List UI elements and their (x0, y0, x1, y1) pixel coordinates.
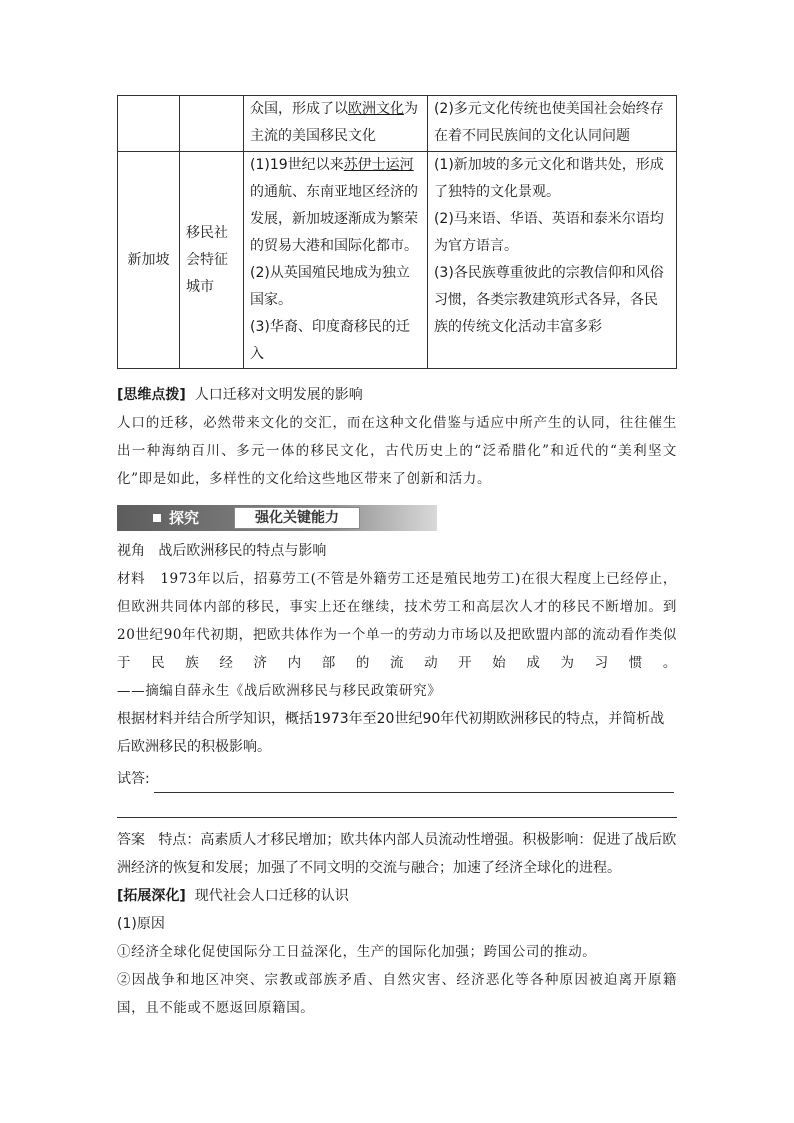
cell-text: 众国，形成了以 (250, 101, 348, 117)
cell-paragraph: (2)从英国殖民地成为独立国家。 (250, 265, 410, 308)
table-row (118, 152, 677, 369)
section-banner (117, 505, 437, 531)
table-cell-background (244, 152, 428, 369)
table-row (118, 96, 677, 152)
cell-text: (1)19世纪以来 (250, 157, 344, 173)
material-label: 材料 (117, 571, 146, 587)
answer-body: 特点：高素质人才移民增加；欧共体内部人员流动性增强。积极影响：促进了战后欧洲经济的恢复和发展；加强了不同文明的交流与融合；加速了经济全球化的进程。 (117, 832, 677, 876)
extend-item: ①经济全球化促使国际分工日益深化，生产的国际化加强；跨国公司的推动。 (117, 944, 597, 960)
extend-title: 现代社会人口迁移的认识 (194, 888, 349, 904)
table-cell-type: 移民社会特征城市 (179, 152, 243, 369)
extend-item: ②因战争和地区冲突、宗教或部族矛盾、自然灾害、经济恶化等各种原因被迫离开原籍国，且不能或不愿返回原籍国。 (117, 972, 677, 1016)
answer-blank-line[interactable] (117, 817, 677, 818)
extend-heading (117, 882, 677, 910)
table-cell-empty (179, 96, 243, 152)
extend-label: [拓展深化] (117, 888, 186, 904)
cell-paragraph: (3)各民族尊重彼此的宗教信仰和风俗习惯，各类宗教建筑形式各异，各民族的传统文化活动丰富多彩 (433, 265, 664, 335)
cell-text: 的通航、东南亚地区经济的发展，新加坡逐渐成为繁荣的贸易大港和国际化都市。 (250, 184, 418, 254)
cell-text: (2)多元文化传统也使美国社会始终存在着不同民族间的文化认同问题 (433, 101, 664, 144)
banner-label: 探究 (169, 509, 200, 527)
cell-paragraph (250, 152, 421, 260)
migration-table (117, 95, 677, 369)
cell-paragraph: (1)新加坡的多元文化和谐共处，形成了独特的文化景观。 (433, 157, 664, 200)
view-heading (117, 537, 677, 565)
table-cell-background (244, 96, 428, 152)
thinking-title: 人口迁移对文明发展的影响 (194, 387, 363, 403)
cell-text: 为主流的美国移民文化 (250, 101, 418, 144)
answer-label: 答案 (117, 832, 145, 848)
answer-block (117, 826, 677, 882)
question-text: 根据材料并结合所学知识，概括1973年至20世纪90年代初期欧洲移民的特点，并简析战后欧洲移民的积极影响。 (117, 711, 665, 755)
view-title: 战后欧洲移民的特点与影响 (158, 543, 327, 559)
table-cell-empty (118, 96, 180, 152)
material-body: 1973年以后，招募劳工(不管是外籍劳工还是殖民地劳工)在很大程度上已经停止，但欧洲共同体内部的移民，事实上还在继续，技术劳工和高层次人才的移民不断增加。到20世纪90年代初期，把欧共体作为一个单一的劳动力市场以及把欧盟内部的流动看作类似于民族经济内部的流动开始成为习惯。 (117, 571, 677, 671)
square-icon (153, 514, 161, 522)
cell-paragraph: (3)华裔、印度裔移民的迁入 (250, 319, 410, 362)
answer-try-label: 试答: (117, 771, 150, 787)
material-block (117, 565, 677, 705)
table-cell-impact (427, 152, 676, 369)
banner-subtitle: 强化关键能力 (234, 507, 360, 529)
table-cell-impact (427, 96, 676, 152)
answer-blank-line[interactable] (154, 774, 674, 793)
cell-paragraph: (2)马来语、华语、英语和泰米尔语均为官方语言。 (433, 211, 664, 254)
table-cell-country: 新加坡 (118, 152, 180, 369)
thinking-body: 人口的迁移，必然带来文化的交汇，而在这种文化借鉴与适应中所产生的认同，往往催生出一种海纳百川、多元一体的移民文化，古代历史上的“泛希腊化”和近代的“美利坚文化”即是如此，多样性的文化给这些地区带来了创新和活力。 (117, 415, 677, 487)
answer-try-row (117, 765, 677, 793)
thinking-heading (117, 381, 677, 409)
extend-subheading: (1)原因 (117, 916, 165, 932)
document-page (117, 95, 677, 1022)
view-label: 视角 (117, 543, 145, 559)
underlined-term: 欧洲文化 (348, 101, 404, 117)
thinking-label: [思维点拨] (117, 387, 186, 403)
underlined-term: 苏伊士运河 (343, 157, 414, 173)
material-source: ——摘编自薛永生《战后欧洲移民与移民政策研究》 (117, 683, 442, 699)
